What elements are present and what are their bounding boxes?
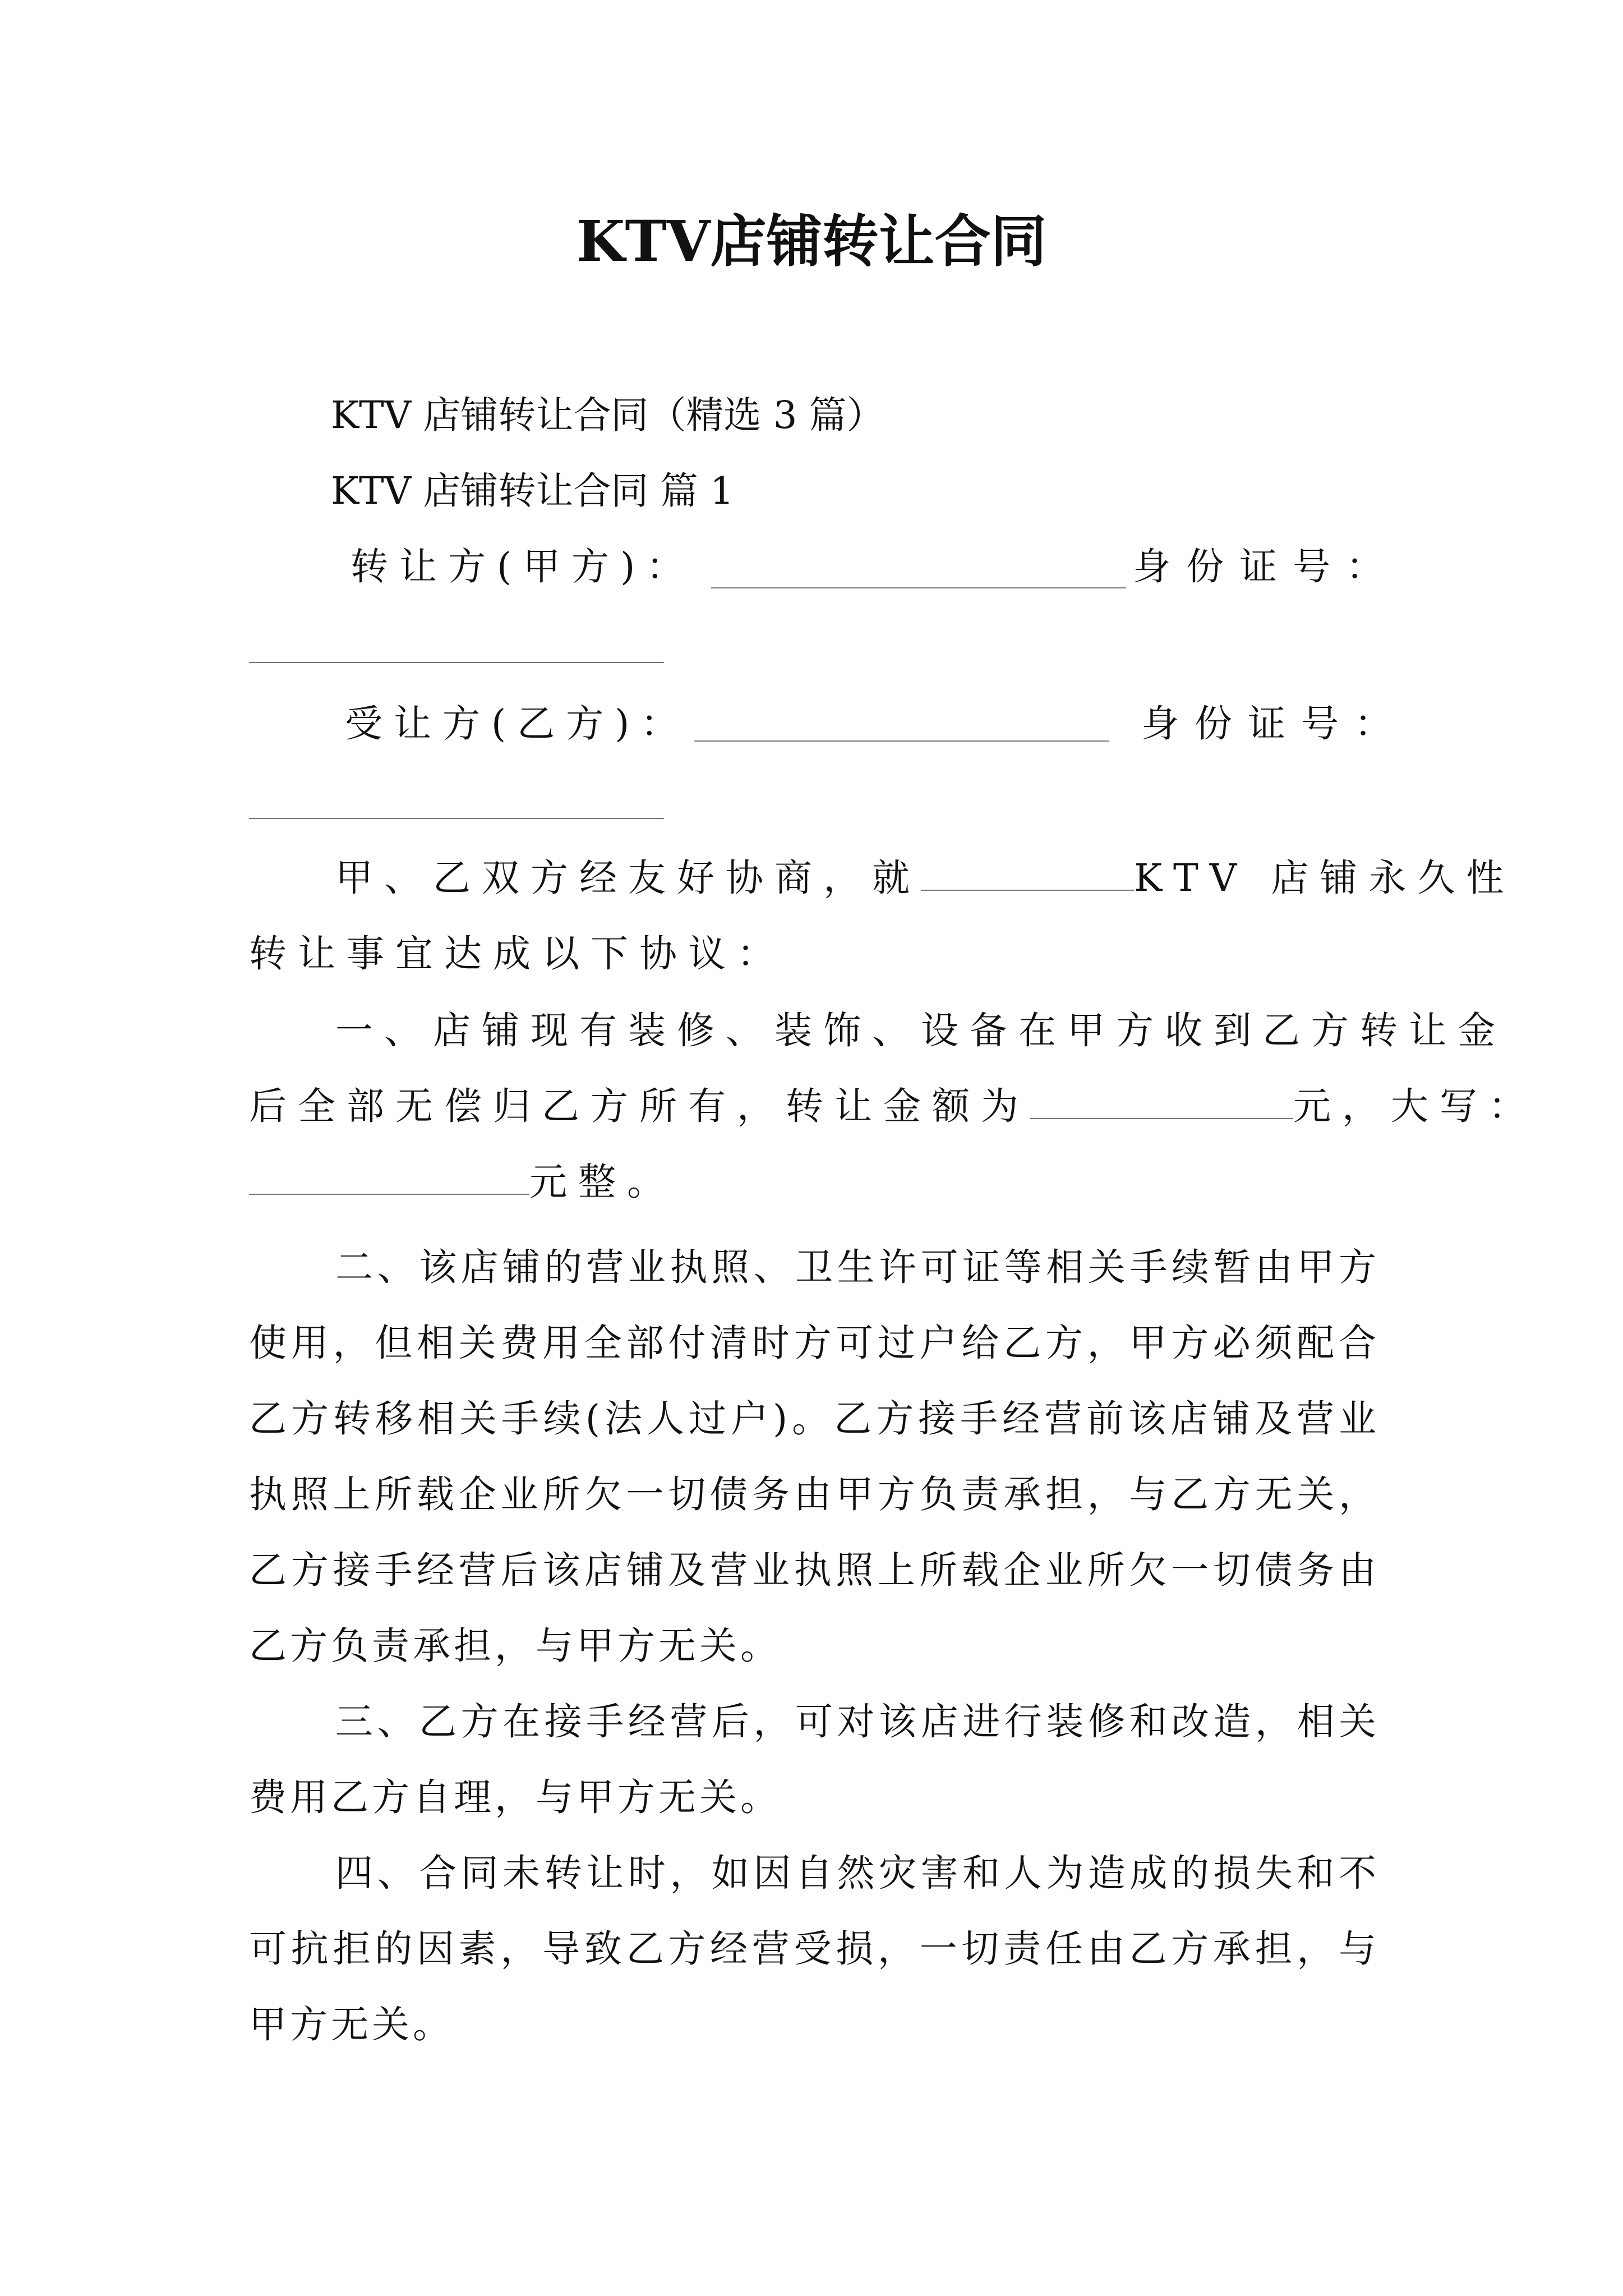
party-a-name-blank[interactable] xyxy=(711,587,1126,588)
party-b-id-label: 身份证号： xyxy=(1141,702,1408,746)
clause-1-words-suffix: 元整。 xyxy=(529,1160,676,1204)
clause-4: 四、合同未转让时，如因自然灾害和人为造成的损失和不可抗拒的因素，导致乙方经营受损，一切责任由乙方承担，与甲方无关。 xyxy=(249,1851,1380,2046)
clause-1-amount-suffix: 元，大写： xyxy=(1293,1084,1537,1128)
clause-1-line-1: 一、店铺现有装修、装饰、设备在甲方收到乙方转让金 xyxy=(335,1009,1506,1052)
party-b-row xyxy=(345,696,689,752)
party-b-name-blank[interactable] xyxy=(694,740,1109,742)
intro-suffix: KTV 店铺永久性 xyxy=(1134,856,1515,900)
clause-2: 二、该店铺的营业执照、卫生许可证等相关手续暂由甲方使用，但相关费用全部付清时方可过户给乙方，甲方必须配合乙方转移相关手续(法人过户)。乙方接手经营前该店铺及营业执照上所载企业所欠一切债务由甲方负责承担，与乙方无关，乙方接手经营后该店铺及营业执照上所载企业所欠一切债务由乙方负责承担，与甲方无关。 xyxy=(249,1245,1380,1668)
party-b-id-blank[interactable] xyxy=(249,818,664,819)
amount-in-words-blank[interactable] xyxy=(249,1157,529,1195)
document-title: KTV店铺转让合同 xyxy=(576,208,1047,274)
transfer-amount-blank[interactable] xyxy=(1030,1081,1293,1119)
party-a-label: 转让方(甲方)： xyxy=(351,545,695,588)
shop-name-blank[interactable] xyxy=(921,853,1134,891)
party-a-id-label: 身份证号： xyxy=(1133,545,1399,588)
clause-1-line-3 xyxy=(249,1154,676,1210)
party-a-id-blank[interactable] xyxy=(249,662,664,663)
intro-prefix: 甲、乙双方经友好协商，就 xyxy=(335,856,921,900)
section-heading: KTV 店铺转让合同 篇 1 xyxy=(331,469,734,513)
clause-1-amount-prefix: 后全部无偿归乙方所有，转让金额为 xyxy=(249,1084,1030,1128)
document-subtitle: KTV 店铺转让合同（精选 3 篇） xyxy=(331,393,884,437)
party-b-label: 受让方(乙方)： xyxy=(345,702,690,746)
clause-3: 三、乙方在接手经营后，可对该店进行装修和改造，相关费用乙方自理，与甲方无关。 xyxy=(249,1700,1380,1819)
party-a-row xyxy=(351,539,695,595)
clause-1-line-2 xyxy=(249,1078,1537,1134)
intro-line-2: 转让事宜达成以下协议： xyxy=(249,932,786,976)
intro-line-1 xyxy=(335,850,1515,906)
